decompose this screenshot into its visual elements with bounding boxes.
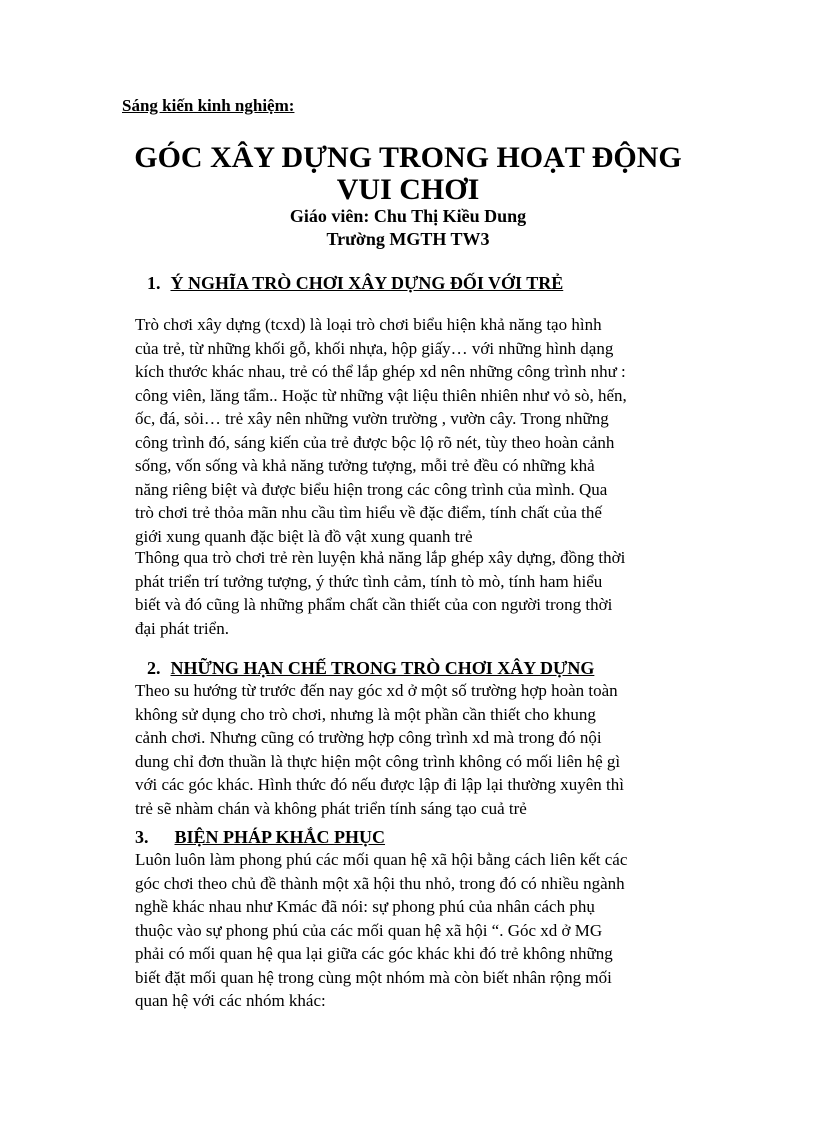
text-line: phát triển trí tưởng tượng, ý thức tình cảm, tính tò mò, tính ham hiểu [135,571,603,591]
text-line: ốc, đá, sỏi… trẻ xây nên những vườn trường , vườn cây. Trong những [135,409,609,428]
section-1-heading [147,272,563,294]
section-3-number: 3. [135,827,149,847]
text-line: biết và đó cũng là những phẩm chất cần thiết của con người trong thời [135,595,613,614]
text-line: thuộc vào sự phong phú của các mối quan hệ xã hội “. Góc xd ở MG [135,920,603,940]
text-line: nghề khác nhau như Kmác đã nói: sự phong phú của nhân cách phụ [135,897,595,916]
text-line: dung chỉ đơn thuần là thực hiện một công trình không có mối liên hệ gì [135,751,621,771]
section-3-paragraph-1 [135,848,705,1013]
section-2-heading [147,657,594,679]
text-line: Thông qua trò chơi trẻ rèn luyện khả năng lắp ghép xây dựng, đồng thời [135,548,626,567]
document-title-line-2: VUI CHƠI [336,173,480,206]
text-line: kích thước khác nhau, trẻ có thể lắp ghép xd nên những công trình như : [135,362,626,381]
text-line: biết đặt mối quan hệ trong cùng một nhóm mà còn biết nhân rộng mối [135,967,612,987]
section-2-heading-text: NHỮNG HẠN CHẾ TRONG TRÒ CHƠI XÂY DỰNG [170,658,595,678]
text-line: trẻ sẽ nhàm chán và không phát triển tính sáng tạo cuả trẻ [135,798,527,818]
text-line: cảnh chơi. Nhưng cũng có trường hợp công trình xd mà trong đó nội [135,728,602,747]
text-line: quan hệ với các nhóm khác: [135,991,326,1010]
section-1-paragraph-2 [135,546,705,640]
section-3-heading [135,826,385,848]
section-2-number: 2. [147,658,161,678]
section-1-paragraph-1 [135,313,705,548]
text-line: Luôn luôn làm phong phú các mối quan hệ xã hội bằng cách liên kết các [135,850,628,869]
text-line: sống, vốn sống và khả năng tưởng tượng, mỗi trẻ đều có những khả [135,456,595,475]
text-line: Theo su hướng từ trước đến nay góc xd ở một số trường hợp hoàn toàn [135,681,618,700]
section-3-heading-text: BIỆN PHÁP KHẮC PHỤC [174,827,386,847]
text-line: với các góc khác. Hình thức đó nếu được lập đi lập lại thường xuyên thì [135,775,624,794]
text-line: công viên, lăng tẩm.. Hoặc từ những vật liệu thiên nhiên như vỏ sò, hến, [135,385,627,405]
text-line: góc chơi theo chủ đề thành một xã hội thu nhỏ, trong đó có nhiều ngành [135,873,625,893]
school-name: Trường MGTH TW3 [326,229,490,249]
text-line: của trẻ, từ những khối gỗ, khối nhựa, hộp giấy… với những hình dạng [135,338,614,358]
section-2-paragraph-1 [135,679,705,820]
text-line: trò chơi trẻ thỏa mãn nhu cầu tìm hiểu về đặc điểm, tính chất của thế [135,503,602,522]
text-line: năng riêng biệt và được biểu hiện trong các công trình của mình. Qua [135,479,608,499]
text-line: đại phát triển. [135,618,229,638]
text-line: Trò chơi xây dựng (tcxd) là loại trò chơi biểu hiện khả năng tạo hình [135,315,602,334]
text-line: phải có mối quan hệ qua lại giữa các góc khác khi đó trẻ không những [135,944,613,963]
text-line: giới xung quanh đặc biệt là đồ vật xung quanh trẻ [135,526,473,546]
document-title-line-1: GÓC XÂY DỰNG TRONG HOẠT ĐỘNG [134,141,682,174]
text-line: không sử dụng cho trò chơi, nhưng là một phần cần thiết cho khung [135,704,596,724]
teacher-name: Giáo viên: Chu Thị Kiều Dung [289,206,527,226]
section-1-number: 1. [147,273,161,293]
section-1-heading-text: Ý NGHĨA TRÒ CHƠI XÂY DỰNG ĐỐI VỚI TRẺ [170,273,564,293]
document-label: Sáng kiến kinh nghiệm: [122,96,295,115]
text-line: công trình đó, sáng kiến của trẻ được bộc lộ rõ nét, tùy theo hoàn cảnh [135,432,615,452]
